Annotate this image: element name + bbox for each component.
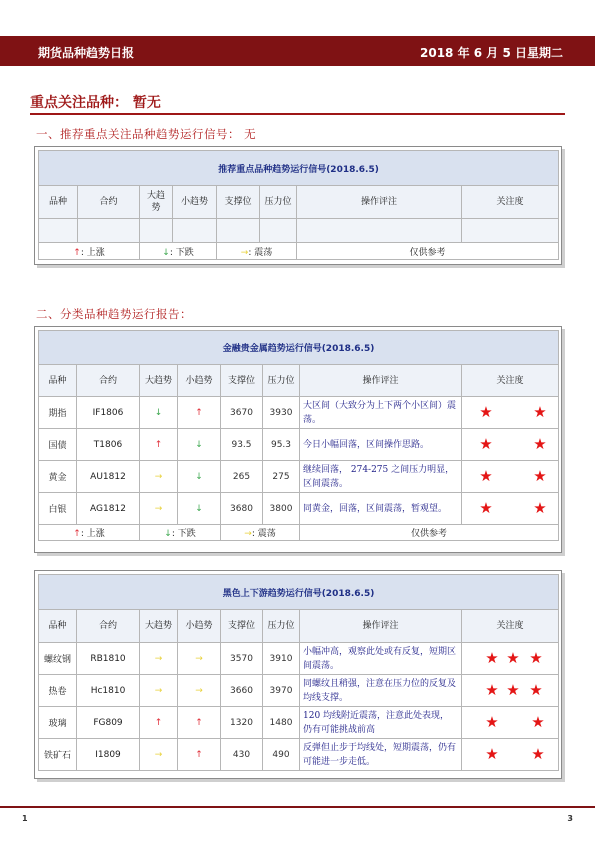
minor-trend-cell bbox=[178, 739, 221, 771]
page-number-left: 1 bbox=[22, 814, 28, 823]
comment-cell: 反弹但止步于均线处，短期震荡，仍有可能进一步走低。 bbox=[300, 739, 462, 771]
focus-divider bbox=[30, 113, 565, 115]
section-1-title: 一、推荐重点关注品种趋势运行信号： 无 bbox=[36, 127, 257, 141]
support-cell: 3670 bbox=[221, 397, 263, 429]
arrow-right-icon: → bbox=[240, 247, 249, 258]
support-cell: 3570 bbox=[221, 643, 263, 675]
attention-cell bbox=[462, 461, 559, 493]
star-icon: ★ bbox=[531, 744, 545, 763]
minor-trend-cell bbox=[178, 707, 221, 739]
col-support: 支撑位 bbox=[221, 365, 263, 397]
arrow-down-icon: ↓ bbox=[195, 503, 203, 514]
empty-cell bbox=[217, 219, 260, 243]
arrow-up-icon: ↑ bbox=[154, 439, 163, 450]
star-icon: ★ bbox=[506, 648, 520, 667]
arrow-up-icon: ↑ bbox=[154, 717, 163, 728]
arrow-down-icon: ↓ bbox=[164, 529, 172, 539]
minor-trend-cell bbox=[178, 643, 221, 675]
arrow-up-icon: ↑ bbox=[73, 529, 81, 539]
major-trend-cell bbox=[140, 643, 178, 675]
star-icon: ★ bbox=[533, 434, 547, 453]
col-major-trend: 大趋势 bbox=[140, 186, 173, 219]
support-cell: 3680 bbox=[221, 493, 263, 525]
resistance-cell: 3970 bbox=[263, 675, 300, 707]
comment-cell: 120 均线附近震荡，注意此处表现，仍有可能挑战前高 bbox=[300, 707, 462, 739]
attention-cell bbox=[462, 397, 559, 429]
star-icon: ★ bbox=[533, 466, 547, 485]
table-row bbox=[39, 675, 559, 707]
star-icon: ★ bbox=[479, 434, 493, 453]
empty-cell bbox=[140, 219, 173, 243]
recommend-table-box bbox=[34, 146, 562, 265]
black-rows bbox=[39, 643, 559, 771]
arrow-up-icon: ↑ bbox=[195, 407, 203, 418]
variety-cell: 螺纹钢 bbox=[39, 643, 77, 675]
comment-cell: 今日小幅回落，区间操作思路。 bbox=[300, 429, 462, 461]
table-row bbox=[39, 707, 559, 739]
major-trend-cell bbox=[140, 707, 178, 739]
attention-cell bbox=[462, 493, 559, 525]
col-major-trend: 大趋势 bbox=[140, 365, 178, 397]
table-row bbox=[39, 429, 559, 461]
col-variety: 品种 bbox=[39, 186, 78, 219]
contract-cell: I1809 bbox=[77, 739, 140, 771]
legend-flat: →: 震荡 bbox=[217, 243, 297, 260]
star-icon: ★ bbox=[485, 712, 499, 731]
support-cell: 430 bbox=[221, 739, 263, 771]
variety-cell: 铁矿石 bbox=[39, 739, 77, 771]
comment-cell: 大区间（大致分为上下两个小区间）震荡。 bbox=[300, 397, 462, 429]
report-date: 2018 年 6 月 5 日星期二 bbox=[420, 46, 563, 60]
star-icon: ★ bbox=[533, 498, 547, 517]
black-table-title: 黑色上下游趋势运行信号(2018.6.5) bbox=[39, 575, 559, 610]
legend-note: 仅供参考 bbox=[300, 525, 559, 541]
variety-cell: 白银 bbox=[39, 493, 77, 525]
major-trend-cell bbox=[140, 493, 178, 525]
empty-cell bbox=[39, 219, 78, 243]
arrow-right-icon: → bbox=[154, 685, 163, 696]
legend-down: ↓: 下跌 bbox=[140, 525, 221, 541]
support-cell: 93.5 bbox=[221, 429, 263, 461]
resistance-cell: 95.3 bbox=[263, 429, 300, 461]
star-icon: ★ bbox=[533, 402, 547, 421]
resistance-cell: 275 bbox=[263, 461, 300, 493]
black-table bbox=[38, 574, 559, 771]
arrow-up-icon: ↑ bbox=[195, 717, 203, 728]
minor-trend-cell bbox=[178, 675, 221, 707]
col-comment: 操作评注 bbox=[300, 365, 462, 397]
star-icon: ★ bbox=[529, 648, 543, 667]
contract-cell: FG809 bbox=[77, 707, 140, 739]
footer-divider bbox=[0, 806, 595, 808]
col-comment: 操作评注 bbox=[297, 186, 462, 219]
comment-cell: 继续回落， 274-275 之间压力明显，区间震荡。 bbox=[300, 461, 462, 493]
variety-cell: 热卷 bbox=[39, 675, 77, 707]
contract-cell: AU1812 bbox=[77, 461, 140, 493]
col-contract: 合约 bbox=[77, 365, 140, 397]
star-icon: ★ bbox=[485, 648, 499, 667]
resistance-cell: 3930 bbox=[263, 397, 300, 429]
table-row bbox=[39, 643, 559, 675]
contract-cell: IF1806 bbox=[77, 397, 140, 429]
finance-table bbox=[38, 330, 559, 541]
major-trend-cell bbox=[140, 461, 178, 493]
variety-cell: 期指 bbox=[39, 397, 77, 429]
attention-cell bbox=[462, 739, 559, 771]
col-variety: 品种 bbox=[39, 365, 77, 397]
comment-cell: 同螺纹且稍强，注意在压力位的反复及均线支撑。 bbox=[300, 675, 462, 707]
section-2-title: 二、分类品种趋势运行报告： bbox=[36, 307, 192, 321]
col-minor-trend: 小趋势 bbox=[178, 365, 221, 397]
finance-rows bbox=[39, 397, 559, 525]
col-contract: 合约 bbox=[77, 610, 140, 643]
arrow-down-icon: ↓ bbox=[162, 247, 170, 258]
contract-cell: T1806 bbox=[77, 429, 140, 461]
legend-up: ↑: 上涨 bbox=[39, 243, 140, 260]
recommend-table bbox=[38, 150, 559, 260]
col-resistance: 压力位 bbox=[260, 186, 297, 219]
attention-cell bbox=[462, 707, 559, 739]
contract-cell: Hc1810 bbox=[77, 675, 140, 707]
arrow-down-icon: ↓ bbox=[195, 471, 203, 482]
empty-cell bbox=[78, 219, 140, 243]
col-attention: 关注度 bbox=[462, 365, 559, 397]
col-minor-trend: 小趋势 bbox=[178, 610, 221, 643]
col-comment: 操作评注 bbox=[300, 610, 462, 643]
star-icon: ★ bbox=[529, 680, 543, 699]
col-major-trend: 大趋势 bbox=[140, 610, 178, 643]
legend-up: ↑: 上涨 bbox=[39, 525, 140, 541]
arrow-right-icon: → bbox=[154, 749, 163, 760]
arrow-up-icon: ↑ bbox=[195, 749, 203, 760]
star-icon: ★ bbox=[531, 712, 545, 731]
col-attention: 关注度 bbox=[462, 186, 559, 219]
arrow-up-icon: ↑ bbox=[73, 247, 81, 258]
arrow-right-icon: → bbox=[195, 685, 203, 696]
report-title: 期货品种趋势日报 bbox=[38, 46, 135, 60]
finance-table-box bbox=[34, 326, 562, 553]
col-support: 支撑位 bbox=[221, 610, 263, 643]
legend-down: ↓: 下跌 bbox=[140, 243, 217, 260]
variety-cell: 玻璃 bbox=[39, 707, 77, 739]
empty-cell bbox=[173, 219, 217, 243]
table-row bbox=[39, 461, 559, 493]
attention-cell bbox=[462, 643, 559, 675]
arrow-right-icon: → bbox=[154, 471, 163, 482]
empty-cell bbox=[462, 219, 559, 243]
comment-cell: 同黄金，回落，区间震荡，暂观望。 bbox=[300, 493, 462, 525]
arrow-right-icon: → bbox=[195, 653, 203, 664]
col-attention: 关注度 bbox=[462, 610, 559, 643]
major-trend-cell bbox=[140, 429, 178, 461]
col-variety: 品种 bbox=[39, 610, 77, 643]
minor-trend-cell bbox=[178, 397, 221, 429]
contract-cell: AG1812 bbox=[77, 493, 140, 525]
resistance-cell: 1480 bbox=[263, 707, 300, 739]
report-header bbox=[0, 36, 595, 66]
col-resistance: 压力位 bbox=[263, 365, 300, 397]
major-trend-cell bbox=[140, 675, 178, 707]
minor-trend-cell bbox=[178, 461, 221, 493]
table-row bbox=[39, 493, 559, 525]
major-trend-cell bbox=[140, 739, 178, 771]
arrow-down-icon: ↓ bbox=[154, 407, 163, 418]
contract-cell: RB1810 bbox=[77, 643, 140, 675]
attention-cell bbox=[462, 675, 559, 707]
arrow-right-icon: → bbox=[154, 503, 163, 514]
star-icon: ★ bbox=[485, 680, 499, 699]
minor-trend-cell bbox=[178, 493, 221, 525]
star-icon: ★ bbox=[485, 744, 499, 763]
empty-cell bbox=[260, 219, 297, 243]
support-cell: 3660 bbox=[221, 675, 263, 707]
resistance-cell: 490 bbox=[263, 739, 300, 771]
variety-cell: 国债 bbox=[39, 429, 77, 461]
focus-varieties: 重点关注品种： 暂无 bbox=[30, 95, 161, 111]
col-minor-trend: 小趋势 bbox=[173, 186, 217, 219]
legend-flat: →: 震荡 bbox=[221, 525, 300, 541]
star-icon: ★ bbox=[506, 680, 520, 699]
arrow-right-icon: → bbox=[244, 529, 252, 539]
comment-cell: 小幅冲高，观察此处或有反复，短期区间震荡。 bbox=[300, 643, 462, 675]
major-trend-cell bbox=[140, 397, 178, 429]
resistance-cell: 3800 bbox=[263, 493, 300, 525]
page-number-right: 3 bbox=[567, 814, 573, 823]
col-support: 支撑位 bbox=[217, 186, 260, 219]
minor-trend-cell bbox=[178, 429, 221, 461]
variety-cell: 黄金 bbox=[39, 461, 77, 493]
star-icon: ★ bbox=[479, 466, 493, 485]
col-resistance: 压力位 bbox=[263, 610, 300, 643]
col-contract: 合约 bbox=[78, 186, 140, 219]
table-row bbox=[39, 739, 559, 771]
arrow-down-icon: ↓ bbox=[195, 439, 203, 450]
recommend-table-title: 推荐重点品种趋势运行信号(2018.6.5) bbox=[39, 151, 559, 186]
table-row bbox=[39, 397, 559, 429]
star-icon: ★ bbox=[479, 402, 493, 421]
resistance-cell: 3910 bbox=[263, 643, 300, 675]
legend-note: 仅供参考 bbox=[297, 243, 559, 260]
finance-table-title: 金融贵金属趋势运行信号(2018.6.5) bbox=[39, 331, 559, 365]
support-cell: 1320 bbox=[221, 707, 263, 739]
attention-cell bbox=[462, 429, 559, 461]
star-icon: ★ bbox=[479, 498, 493, 517]
black-table-box bbox=[34, 570, 562, 779]
empty-cell bbox=[297, 219, 462, 243]
support-cell: 265 bbox=[221, 461, 263, 493]
arrow-right-icon: → bbox=[154, 653, 163, 664]
